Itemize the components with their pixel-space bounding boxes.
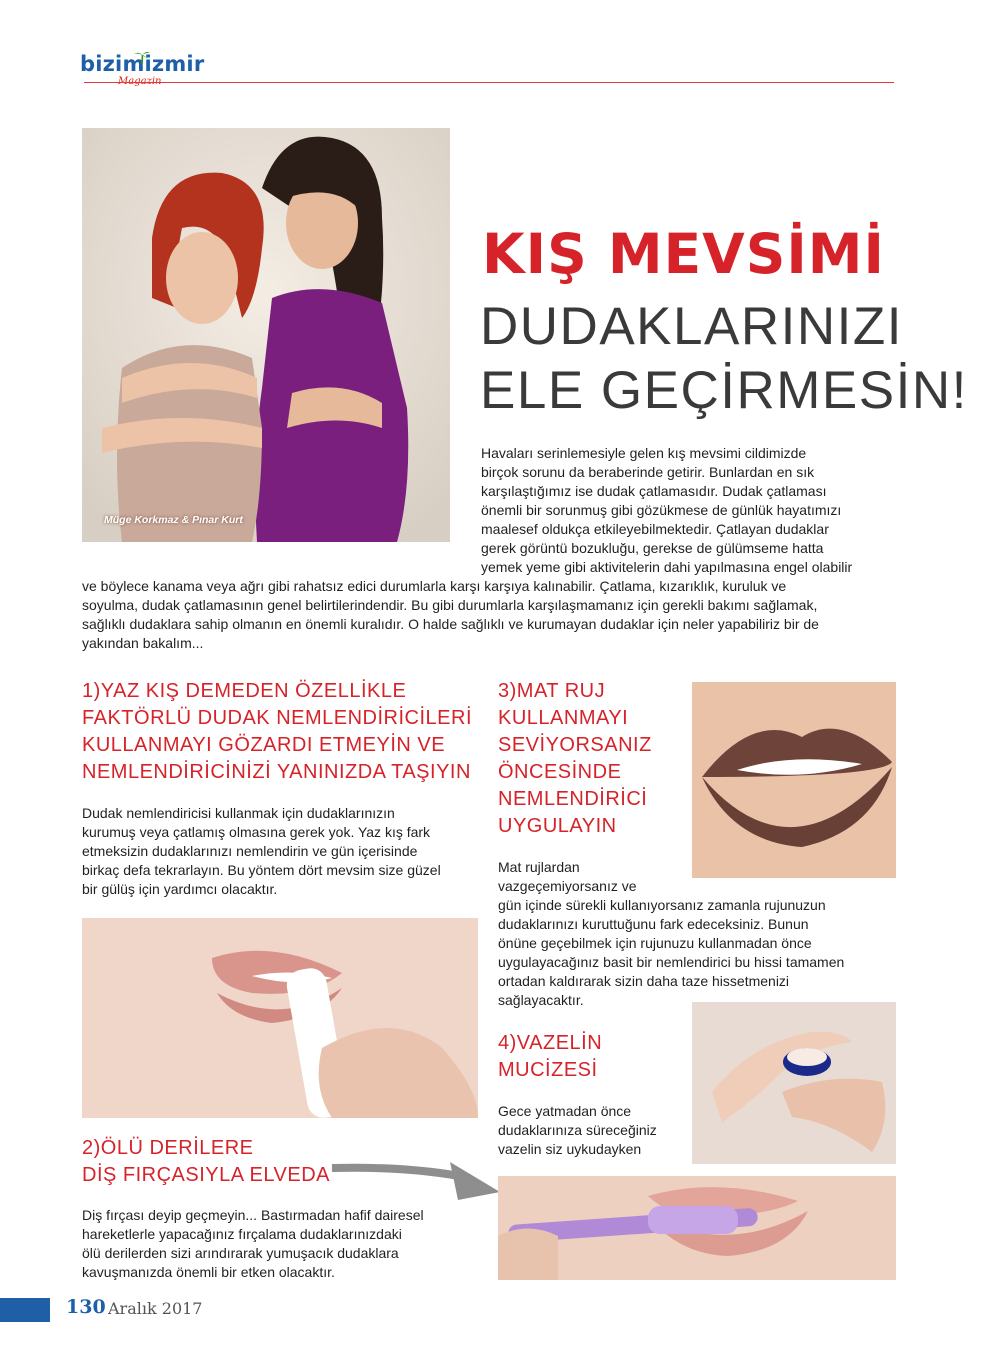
vaseline-photo <box>692 1002 896 1164</box>
headline-line2: ELE GEÇİRMESİN! <box>480 361 968 420</box>
section1-heading <box>82 678 472 786</box>
body-line: ölü derilerden sizi arındırarak yumuşacık dudaklara <box>82 1245 399 1261</box>
section2-body <box>82 1206 424 1282</box>
section4-body <box>498 1102 657 1159</box>
heading-line: NEMLENDİRİCİ <box>498 788 648 810</box>
header-rule <box>84 82 894 83</box>
heading-line: ÖNCESİNDE <box>498 761 622 783</box>
body-line: birkaç defa tekrarlayın. Bu yöntem dört mevsim size güzel <box>82 862 441 878</box>
heading-line: MUCİZESİ <box>498 1059 598 1081</box>
intro-line: yemek yeme gibi aktivitelerin dahi yapılmasına engel olabilir <box>481 559 853 575</box>
heading-line: SEVİYORSANIZ <box>498 734 652 756</box>
toothbrush-photo <box>498 1176 896 1280</box>
intro-text-narrow <box>481 444 852 577</box>
heading-line: NEMLENDİRİCİNİZİ YANINIZDA TAŞIYIN <box>82 761 471 783</box>
body-line: etmeksizin dudaklarınızı nemlendirin ve gün içerisinde <box>82 843 418 859</box>
page-number: 130 <box>66 1296 106 1318</box>
footer-bar <box>0 1298 50 1322</box>
body-line: Mat rujlardan <box>498 859 580 875</box>
intro-line: karşılaştığımız ise dudak çatlamasıdır. Dudak çatlaması <box>481 483 827 499</box>
body-line: vazelin siz uykudayken <box>498 1141 642 1157</box>
heading-line: KULLANMAYI <box>498 707 629 729</box>
body-line: önüne geçebilmek için rujunuzu kullanmadan önce <box>498 935 812 951</box>
intro-line: birçok sorunu da beraberinde getirir. Bunlardan en sık <box>481 464 815 480</box>
body-line: kavuşmanızda önemli bir etken olacaktır. <box>82 1264 335 1280</box>
body-line: Diş fırçası deyip geçmeyin... Bastırmadan hafif dairesel <box>82 1207 424 1223</box>
palm-tree-icon <box>134 50 150 64</box>
body-line: gün içinde sürekli kullanıyorsanız zamanla rujunuzun <box>498 897 826 913</box>
intro-line: ve böylece kanama veya ağrı gibi rahatsız edici durumlarla karşı karşıya kalınabilir. Çatlama, kızarıklık, kuruluk ve <box>82 578 787 594</box>
body-line: bir gülüş için yardımcı olacaktır. <box>82 881 278 897</box>
body-line: ortadan kaldırarak sizin daha taze hissetmenizi <box>498 973 790 989</box>
body-line: Dudak nemlendiricisi kullanmak için dudaklarınızın <box>82 805 395 821</box>
intro-line: sağlıklı dudaklara sahip olmanın en önemli kuralıdır. O halde sağlıklı ve kurumayan dudaklar için neler yapabiliriz bir de <box>82 616 819 632</box>
heading-line: UYGULAYIN <box>498 815 617 837</box>
body-line: hareketlerle yapacağınız fırçalama dudaklarınızdaki <box>82 1226 402 1242</box>
section1-body <box>82 804 441 899</box>
headline-line1: DUDAKLARINIZI <box>480 297 903 356</box>
body-line: Gece yatmadan önce <box>498 1103 632 1119</box>
intro-line: önemli bir sorunmuş gibi gözükmese de günlük hayatımızı <box>481 502 842 518</box>
hero-photo <box>82 128 450 542</box>
intro-line: yakından bakalım... <box>82 635 204 651</box>
matte-lipstick-photo <box>692 682 896 878</box>
section3-heading <box>498 678 652 840</box>
body-line: uygulayacağınız basit bir nemlendirici bu hissi tamamen <box>498 954 845 970</box>
body-line: vazgeçemiyorsanız ve <box>498 878 637 894</box>
body-line: kurumuş veya çatlamış olmasına gerek yok. Yaz kış fark <box>82 824 431 840</box>
intro-line: gerek görüntü bozukluğu, gerekse de gülümseme hatta <box>481 540 824 556</box>
body-line: dudaklarınızı kuruttuğunu fark edeceksiniz. Bunun <box>498 916 809 932</box>
logo-text: bizimizmir <box>80 52 205 76</box>
intro-line: soyulma, dudak çatlamasının genel belirtilerindendir. Bu gibi durumlarla karşılaşmamanız için gerekli bakımı sağlamak, <box>82 597 818 613</box>
heading-line: FAKTÖRLÜ DUDAK NEMLENDİRİCİLERİ <box>82 707 473 729</box>
heading-line: 1)YAZ KIŞ DEMEDEN ÖZELLİKLE <box>82 680 407 702</box>
intro-line: Havaları serinlemesiyle gelen kış mevsimi cildimizde <box>481 445 807 461</box>
section2-heading <box>82 1135 330 1189</box>
body-line: sağlayacaktır. <box>498 992 584 1008</box>
lip-balm-photo <box>82 918 478 1118</box>
heading-line: 4)VAZELİN <box>498 1032 603 1054</box>
heading-line: 2)ÖLÜ DERİLERE <box>82 1137 254 1159</box>
issue-date: Aralık 2017 <box>108 1299 203 1318</box>
intro-line: maalesef oldukça etkileyebilmektedir. Çatlayan dudaklar <box>481 521 829 537</box>
section3-body <box>498 858 844 1010</box>
photo-caption: Müge Korkmaz & Pınar Kurt <box>104 514 243 526</box>
heading-line: 3)MAT RUJ <box>498 680 606 702</box>
heading-line: DİŞ FIRÇASIYLA ELVEDA <box>82 1164 330 1186</box>
intro-text-wide <box>82 577 819 653</box>
body-line: dudaklarınıza süreceğiniz <box>498 1122 657 1138</box>
heading-line: KULLANMAYI GÖZARDI ETMEYİN VE <box>82 734 446 756</box>
brand-logo <box>80 50 210 92</box>
section4-heading <box>498 1030 602 1084</box>
headline-red: KIŞ MEVSİMİ <box>482 222 885 286</box>
